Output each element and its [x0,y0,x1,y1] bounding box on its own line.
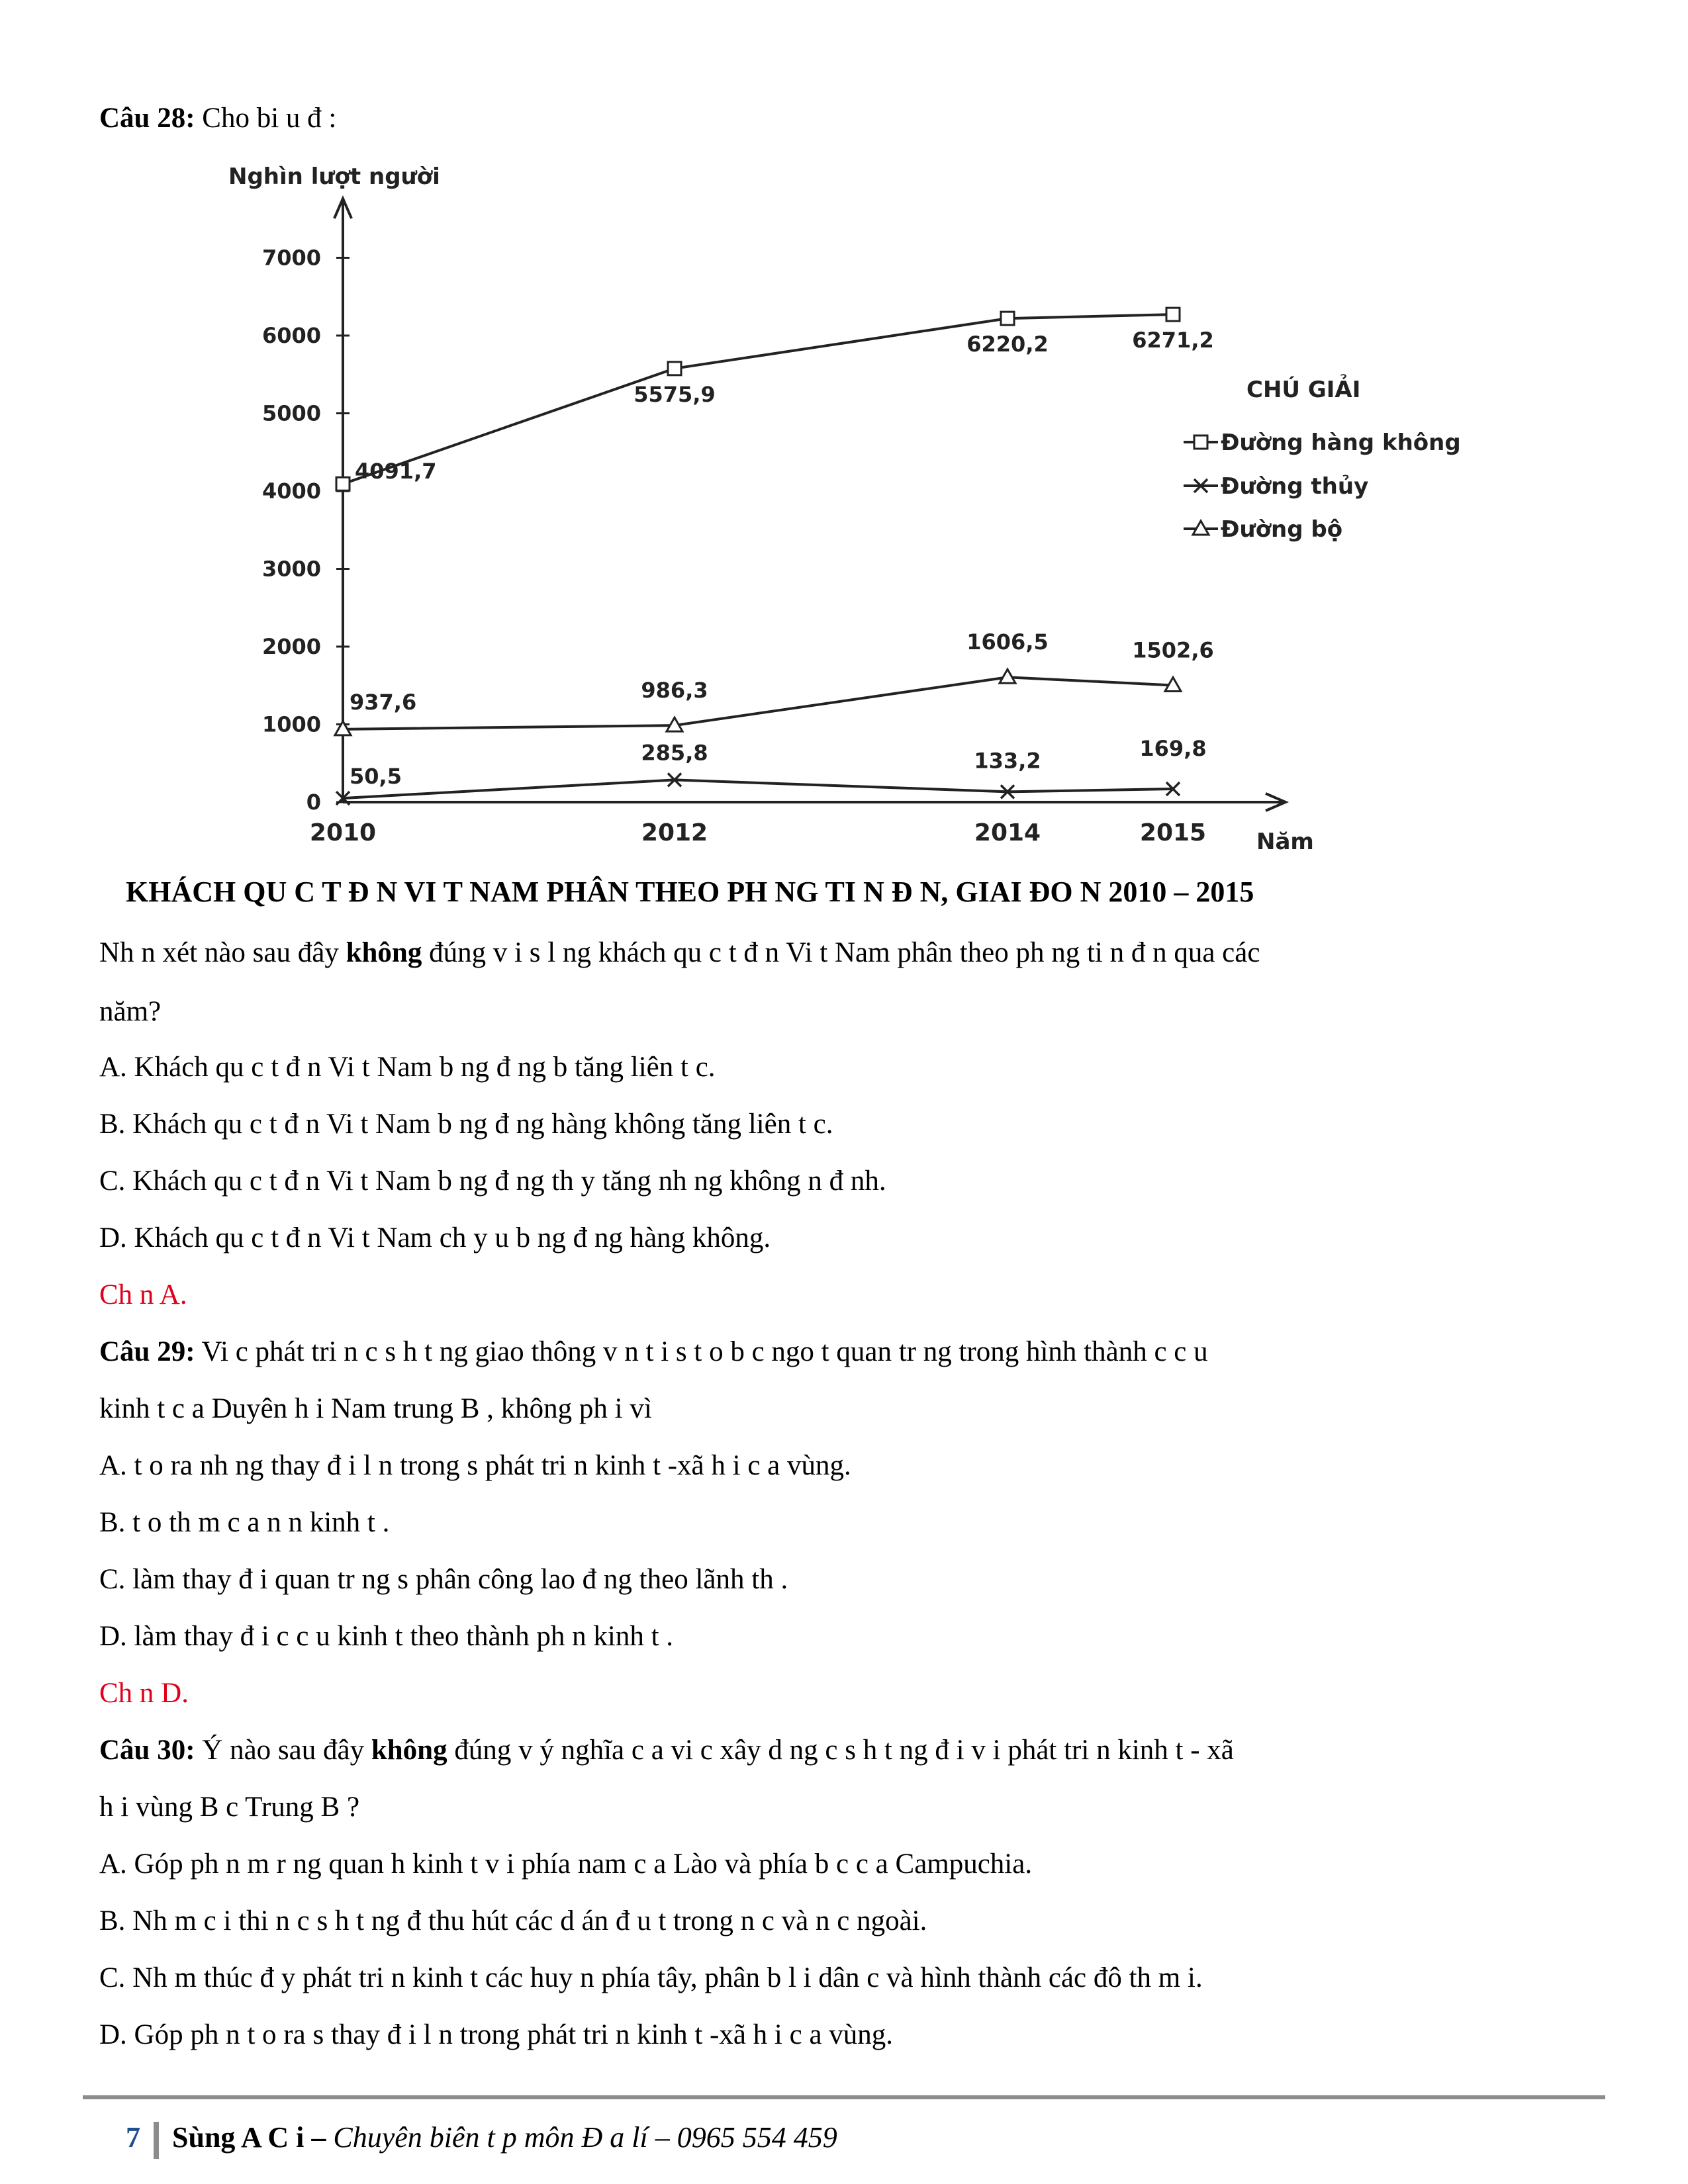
x-axis-title: Năm [1256,829,1314,855]
data-label: 937,6 [350,689,417,715]
footer-rule [83,2095,1605,2099]
data-label: 1606,5 [966,629,1049,655]
y-axis-title: Nghìn lượt người [228,163,440,190]
q30-stem-line2: h i vùng B c Trung B ? [99,1792,360,1823]
y-tick-label: 1000 [261,711,321,737]
series-line [343,677,1173,729]
data-point [668,362,681,375]
footer [126,2120,837,2159]
q28-option-b[interactable]: B. Khách qu c t đ n Vi t Nam b ng đ ng hàng không tăng liên t c. [99,1109,833,1140]
q28-label: Câu 28: [99,103,195,134]
y-tick-label: 2000 [261,634,321,659]
y-tick-label: 5000 [261,400,321,426]
page-number: 7 [126,2121,140,2154]
footer-author: Sùng A C i – [172,2121,326,2154]
q28-option-d[interactable]: D. Khách qu c t đ n Vi t Nam ch y u b ng đ ng hàng không. [99,1222,771,1253]
q28-question-bold: không [346,937,422,968]
q28-question [99,935,1260,971]
data-label: 169,8 [1139,736,1207,762]
q29-answer: Ch n D. [99,1678,189,1709]
data-label: 285,8 [641,740,708,766]
data-label: 5575,9 [633,381,716,407]
footer-role: Chuyên biên t p môn Đ a lí – 0965 554 459 [326,2121,837,2154]
series-line [343,314,1173,484]
y-tick-label: 0 [306,790,321,815]
q28-question-line2: năm? [99,996,162,1027]
data-point [1001,312,1014,325]
q29-stem-line2: kinh t c a Duyên h i Nam trung B , không ph i vì [99,1393,652,1424]
q29-line1: Vi c phát tri n c s h t ng giao thông v n t i s t o b c ngo t quan tr ng trong hình thành c c u [195,1336,1208,1367]
q30-label: Câu 30: [99,1735,195,1766]
series-line [343,780,1173,798]
q29-stem-line1 [99,1334,1208,1370]
q29-label: Câu 29: [99,1336,195,1367]
y-tick-label: 4000 [261,478,321,504]
data-label: 986,3 [641,678,708,704]
q30-line1-pre: Ý nào sau đây [195,1735,371,1766]
q29-option-c[interactable]: C. làm thay đ i quan tr ng s phân công lao đ ng theo lãnh th . [99,1564,788,1595]
q28-question-pre: Nh n xét nào sau đây [99,937,346,968]
line-chart [199,152,1461,860]
data-label: 6220,2 [966,332,1049,357]
x-tick-label: 2010 [309,819,377,846]
data-point [1166,308,1180,321]
y-tick-label: 6000 [261,323,321,348]
q28-option-a[interactable]: A. Khách qu c t đ n Vi t Nam b ng đ ng b tăng liên t c. [99,1052,716,1083]
q28-option-c[interactable]: C. Khách qu c t đ n Vi t Nam b ng đ ng th y tăng nh ng không n đ nh. [99,1165,886,1197]
x-tick-label: 2012 [641,819,708,846]
q30-stem-line1 [99,1733,1234,1768]
q28-question-post: đúng v i s l ng khách qu c t đ n Vi t Nam phân theo ph ng ti n đ n qua các [422,937,1260,968]
q30-option-a[interactable]: A. Góp ph n m r ng quan h kinh t v i phía nam c a Lào và phía b c c a Campuchia. [99,1848,1033,1880]
legend-label: Đường bộ [1221,516,1343,543]
q28-answer: Ch n A. [99,1279,187,1310]
chart-caption: KHÁCH QU C T Đ N VI T NAM PHÂN THEO PH NG TI N Đ N, GIAI ĐO N 2010 – 2015 [126,876,1254,908]
footer-bar [154,2122,159,2159]
legend-label: Đường hàng không [1221,430,1461,456]
q29-option-d[interactable]: D. làm thay đ i c c u kinh t theo thành ph n kinh t . [99,1621,674,1652]
legend-marker [1194,435,1207,449]
q29-option-a[interactable]: A. t o ra nh ng thay đ i l n trong s phát tri n kinh t -xã h i c a vùng. [99,1450,851,1481]
legend-title: CHÚ GIẢI [1246,377,1361,403]
q30-option-b[interactable]: B. Nh m c i thi n c s h t ng đ thu hút các d án đ u t trong n c và n c ngoài. [99,1905,927,1936]
data-point [336,477,350,490]
q28-header [99,101,336,136]
data-label: 6271,2 [1132,328,1214,353]
legend-label: Đường thủy [1221,473,1369,500]
data-label: 1502,6 [1132,637,1214,663]
data-label: 4091,7 [355,459,437,484]
y-tick-label: 7000 [261,245,321,271]
x-tick-label: 2015 [1139,819,1207,846]
q30-option-d[interactable]: D. Góp ph n t o ra s thay đ i l n trong phát tri n kinh t -xã h i c a vùng. [99,2019,894,2050]
q30-line1-post: đúng v ý nghĩa c a vi c xây d ng c s h t ng đ i v i phát tri n kinh t - xã [447,1735,1234,1766]
q30-option-c[interactable]: C. Nh m thúc đ y phát tri n kinh t các huy n phía tây, phân b l i dân c và hình thành các đô th m i. [99,1962,1203,1993]
y-tick-label: 3000 [261,556,321,582]
q30-line1-bold: không [371,1735,447,1766]
q28-prompt: Cho bi u đ : [202,103,337,134]
data-label: 133,2 [974,748,1041,774]
data-label: 50,5 [350,764,402,790]
q29-option-b[interactable]: B. t o th m c a n n kinh t . [99,1507,390,1538]
x-tick-label: 2014 [974,819,1041,846]
